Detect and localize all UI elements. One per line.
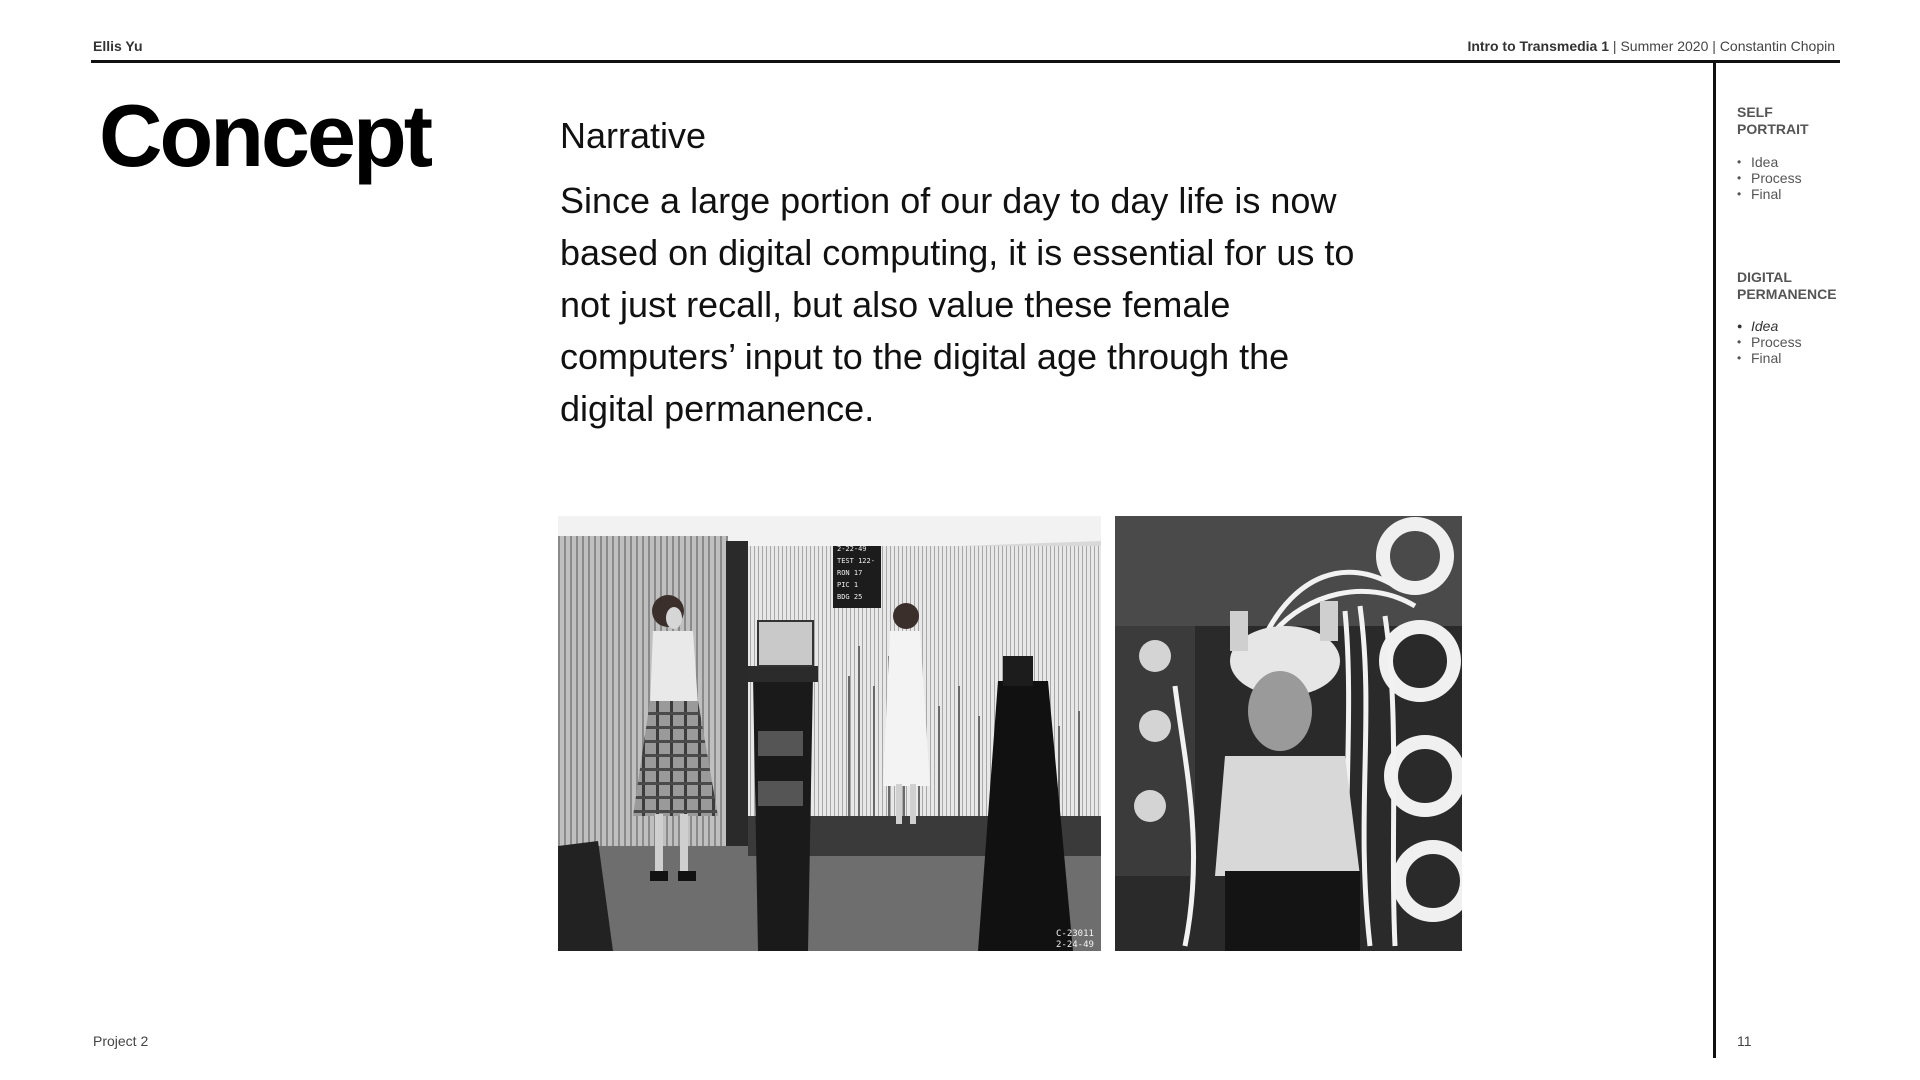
historic-photo-woman-with-tape [1115, 516, 1462, 951]
nav-list-self-portrait [1737, 154, 1802, 202]
nav-section-title-line2: PORTRAIT [1737, 121, 1809, 137]
card-line-3: PIC 1 [837, 581, 859, 589]
page-title: Concept [99, 86, 430, 185]
photo-caption-date: 2-24-49 [1056, 940, 1094, 950]
card-line-1: TEST 122- [837, 557, 875, 565]
photo-illustration [558, 516, 1101, 951]
separator: | [1612, 38, 1617, 54]
author-name: Ellis Yu [93, 38, 143, 54]
nav-item-idea-active[interactable]: ● Idea [1737, 318, 1802, 334]
photo-caption: C-23011 [1056, 929, 1094, 939]
nav-section-title-line2: PERMANENCE [1737, 286, 1837, 302]
section-heading: Narrative [560, 115, 707, 156]
photo-illustration [1115, 516, 1462, 951]
page-number: 11 [1737, 1033, 1752, 1049]
nav-item-final[interactable]: • Final [1737, 350, 1802, 366]
footer-project-label: Project 2 [93, 1033, 149, 1049]
nav-item-process[interactable]: • Process [1737, 334, 1802, 350]
narrative-paragraph: Since a large portion of our day to day life is now based on digital computing, it is essential for us to not just recall, but also value these female computers’ input to the digital age through the digital permanence. [560, 180, 1355, 429]
nav-item-final[interactable]: • Final [1737, 186, 1802, 202]
course-title: Intro to Transmedia 1 [1467, 38, 1610, 54]
card-line-2: RON 17 [837, 569, 863, 577]
nav-list-digital-permanence [1737, 318, 1802, 366]
nav-item-idea[interactable]: • Idea [1737, 154, 1802, 170]
nav-section-digital-permanence[interactable] [1737, 269, 1837, 303]
nav-section-title-line1: DIGITAL [1737, 269, 1792, 285]
header-divider [91, 60, 1840, 63]
historic-photo-women-computers [558, 516, 1101, 951]
nav-item-process[interactable]: • Process [1737, 170, 1802, 186]
course-term: Summer 2020 [1620, 38, 1709, 54]
sidebar-divider [1713, 62, 1716, 1058]
nav-section-title-line1: SELF [1737, 104, 1773, 120]
card-line-4: BDG 25 [837, 593, 863, 601]
course-instructor: Constantin Chopin [1719, 38, 1835, 54]
course-info [1467, 38, 1835, 54]
nav-section-self-portrait[interactable] [1737, 104, 1809, 138]
photo-date-top: 2-22-49 [837, 545, 867, 553]
separator: | [1712, 38, 1716, 54]
